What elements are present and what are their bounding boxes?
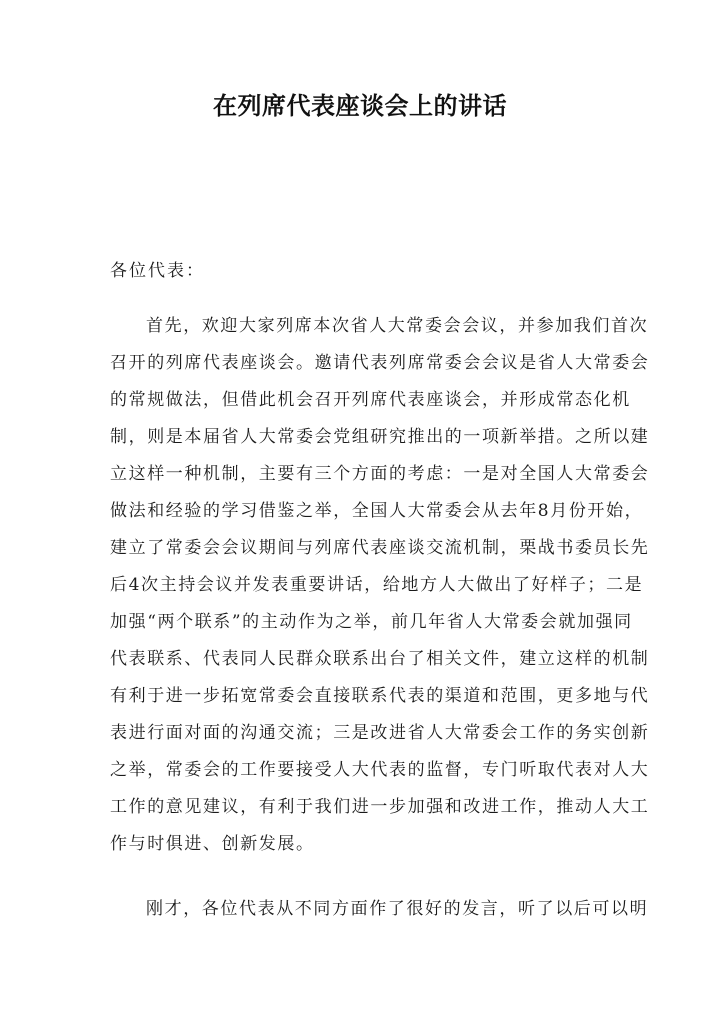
paragraph-line: 制，则是本届省人大常委会党组研究推出的一项新举措。之所以建 [110,427,650,447]
paragraph-line: 的常规做法，但借此机会召开列席代表座谈会，并形成常态化机 [110,390,631,410]
paragraph-line: 工作的意见建议，有利于我们进一步加强和改进工作，推动人大工 [110,797,650,817]
salutation: 各位代表： [110,261,205,281]
paragraph-line: 刚才，各位代表从不同方面作了很好的发言，听了以后可以明 [146,899,649,919]
paragraph-line: 立这样一种机制，主要有三个方面的考虑：一是对全国人大常委会 [110,464,650,484]
paragraph-line: 建立了常委会会议期间与列席代表座谈交流机制，栗战书委员长先 [110,538,650,558]
paragraph-line: 加强“两个联系”的主动作为之举，前几年省人大常委会就加强同 [110,612,633,632]
paragraph-1 [110,308,650,863]
paragraph-line: 做法和经验的学习借鉴之举，全国人大常委会从去年8月份开始， [110,501,644,521]
paragraph-line: 表进行面对面的沟通交流；三是改进省人大常委会工作的务实创新 [110,723,650,743]
paragraph-line: 作与时俱进、创新发展。 [110,834,315,854]
paragraph-line: 首先，欢迎大家列席本次省人大常委会会议，并参加我们首次 [146,316,649,336]
paragraph-line: 有利于进一步拓宽常委会直接联系代表的渠道和范围，更多地与代 [110,686,650,706]
paragraph-line: 之举，常委会的工作要接受人大代表的监督，专门听取代表对人大 [110,760,650,780]
paragraph-2 [110,891,649,928]
paragraph-line: 召开的列席代表座谈会。邀请代表列席常委会会议是省人大常委会 [110,353,650,373]
document-title: 在列席代表座谈会上的讲话 [213,92,507,120]
paragraph-line: 代表联系、代表同人民群众联系出台了相关文件，建立这样的机制 [110,649,650,669]
paragraph-line: 后4次主持会议并发表重要讲话，给地方人大做出了好样子；二是 [110,575,644,595]
